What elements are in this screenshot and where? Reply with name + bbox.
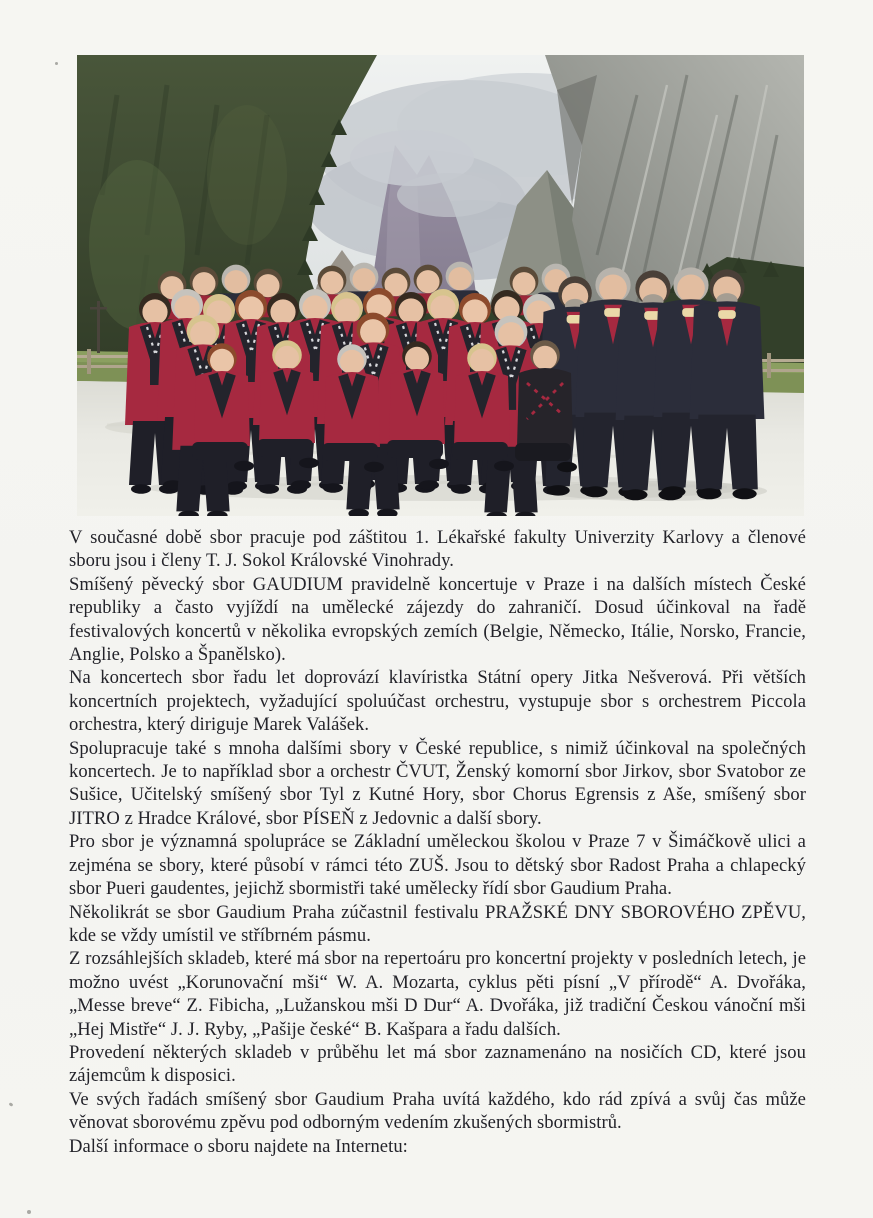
paragraph-3: Na koncertech sbor řadu let doprovází klavíristka Státní opery Jitka Nešverová. Při větších koncertních projektech, vyžadující spoluúčast orchestru, vystupuje sbor s orchestrem Piccola orchestra, který diriguje Marek Valášek. bbox=[69, 667, 806, 736]
paragraph-8: Provedení některých skladeb v průběhu let má sbor zaznamenáno na nosičích CD, které jsou zájemcům k disposici. bbox=[69, 1041, 806, 1087]
scan-speck bbox=[55, 62, 58, 65]
document-text bbox=[69, 526, 806, 1158]
paragraph-1: V současné době sbor pracuje pod záštitou 1. Lékařské fakulty Univerzity Karlovy a členové sboru jsou i členy T. J. Sokol Královské Vinohrady. bbox=[69, 527, 806, 572]
scan-speck bbox=[27, 1210, 31, 1214]
paragraph-2: Smíšený pěvecký sbor GAUDIUM pravidelně koncertuje v Praze i na dalších místech České republiky a často vyjíždí na umělecké zájezdy do zahraničí. Dosud účinkoval na řadě festivalových koncertů v několika evropských zemích (Belgie, Německo, Itálie, Norsko, Francie, Anglie, Polsko a Španělsko). bbox=[69, 573, 806, 666]
paragraph-4: Spolupracuje také s mnoha dalšími sbory v České republice, s nimiž účinkoval na společných koncertech. Je to například sbor a orchestr ČVUT, Ženský komorní sbor Jirkov, sbor Svatobor ze Sušice, Učitelský smíšený sbor Tyl z Kutné Hory, sbor Chorus Egrensis z Aše, smíšený sbor JITRO z Hradce Králové, sbor PÍSEŇ z Jedovnic a další sbory. bbox=[69, 737, 806, 829]
scan-speck bbox=[9, 1102, 14, 1107]
choir-photo bbox=[77, 55, 804, 516]
paragraph-7: Z rozsáhlejších skladeb, které má sbor na repertoáru pro koncertní projekty v posledních letech, je možno uvést „Korunovační mši“ W. A. Mozarta, cyklus pěti písní „V přírodě“ A. Dvořáka, „Messe breve“ Z. Fibicha, „Lužanskou mši D Dur“ A. Dvořáka, již tradiční Českou vánoční mši „Hej Mistře“ J. J. Ryby, „Pašije české“ B. Kašpara a řadu dalších. bbox=[69, 948, 806, 1040]
paragraph-9: Ve svých řadách smíšený sbor Gaudium Praha uvítá každého, kdo rád zpívá a svůj čas může věnovat sborovému zpěvu pod odborným vedením zkušených sbormistrů. bbox=[69, 1088, 806, 1134]
paragraph-10: Další informace o sboru najdete na Internetu: bbox=[69, 1135, 408, 1157]
paragraph-5: Pro sbor je významná spolupráce se Základní uměleckou školou v Praze 7 v Šimáčkově ulici a zejména se sbory, které působí v rámci této ZUŠ. Jsou to dětský sbor Radost Praha a chlapecký sbor Pueri gaudentes, jejichž sbormistři také umělecky řídí sbor Gaudium Praha. bbox=[69, 831, 806, 900]
choir-photo-scene bbox=[77, 55, 804, 516]
paragraph-6: Několikrát se sbor Gaudium Praha zúčastnil festivalu PRAŽSKÉ DNY SBOROVÉHO ZPĚVU, kde se vždy umístil ve stříbrném pásmu. bbox=[69, 901, 806, 946]
